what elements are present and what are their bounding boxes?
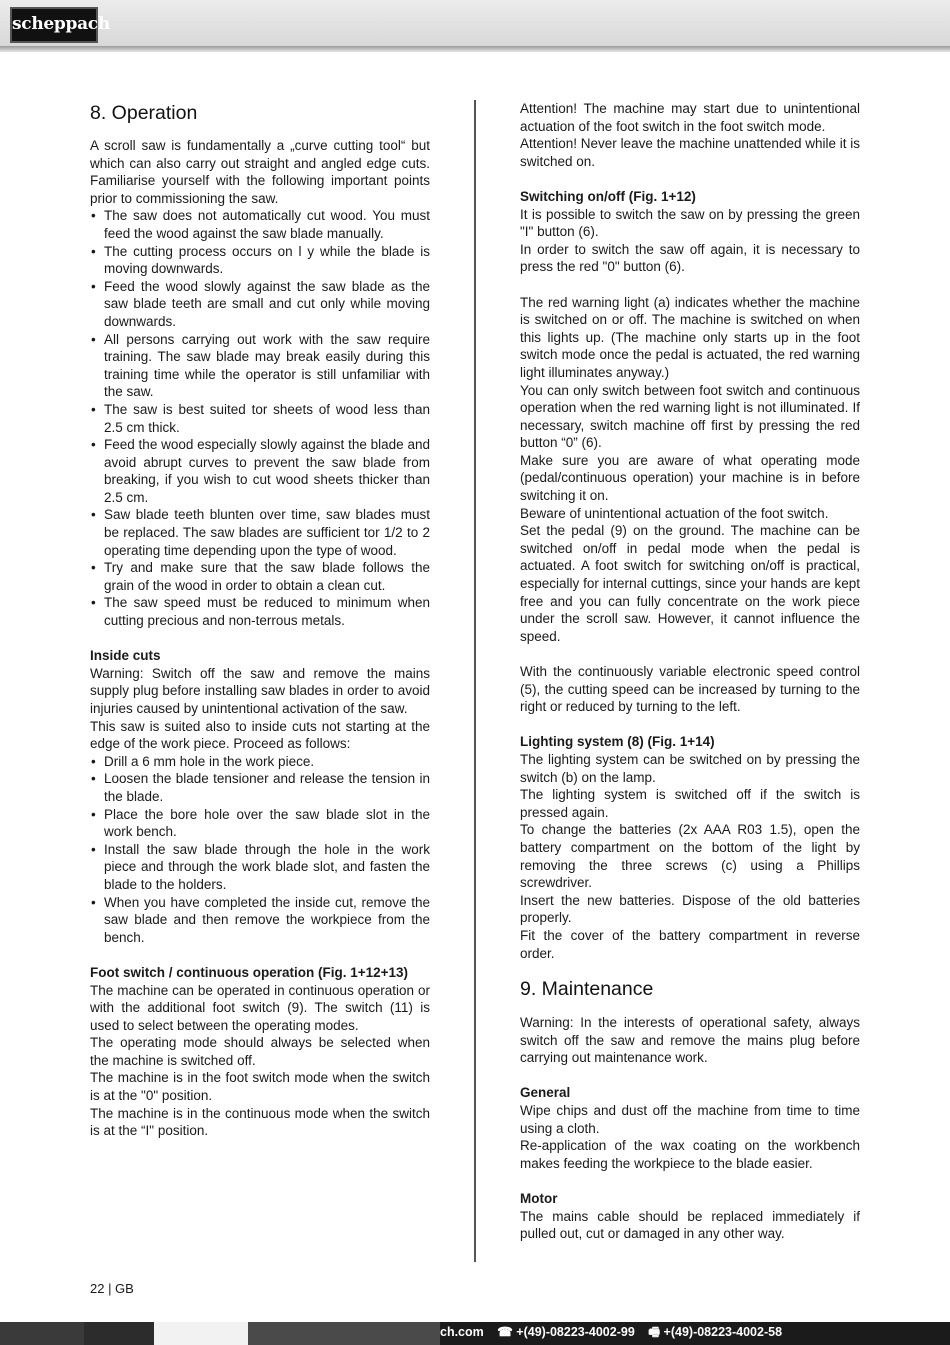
header-bar xyxy=(0,0,950,46)
operation-bullet-list xyxy=(90,207,430,629)
switching-paragraph: In order to switch the saw off again, it is necessary to press the red "0" button (6). xyxy=(520,241,860,275)
inside-cuts-bullet-item: • Install the saw blade through the hole in the work piece and through the work blade slot, and fasten the blade to the holders. xyxy=(90,841,430,894)
operation-bullet-item: • The saw is best suited tor sheets of wood less than 2.5 cm thick. xyxy=(90,401,430,436)
warning-light-paragraph: You can only switch between foot switch and continuous operation when the red warning light is not illuminated. If necessary, switch machine off first by pressing the red button “0” (6). xyxy=(520,382,860,451)
operation-bullet-item: • The saw does not automatically cut wood. You must feed the wood against the saw blade manually. xyxy=(90,207,430,242)
warning-light-paragraph: The red warning light (a) indicates whether the machine is switched on or off. The machine is switched on when this lights up. (The machine only starts up in the foot switch mode once the pedal is actuated, the red warning light illuminates anyway.) xyxy=(520,294,860,380)
lighting-paragraph: Fit the cover of the battery compartment in reverse order. xyxy=(520,927,860,961)
column-divider xyxy=(474,100,476,1262)
warning-light-paragraph: Beware of unintentional actuation of the foot switch. xyxy=(520,505,829,521)
footer-website: ch.com xyxy=(440,1325,484,1339)
general-paragraph: Re-application of the wax coating on the workbench makes feeding the workpiece to the blade easier. xyxy=(520,1138,860,1171)
lighting-paragraph: The lighting system can be switched on by pressing the switch (b) on the lamp. xyxy=(520,751,860,785)
operation-bullet-item: • The saw speed must be reduced to minimum when cutting precious and non-terrous metals. xyxy=(90,594,430,629)
maintenance-warning: Warning: In the interests of operational safety, always switch off the saw and remove the mains plug before carrying out maintenance work. xyxy=(520,1015,860,1066)
lighting-paragraph: To change the batteries (2x AAA R03 1.5), open the battery compartment on the bottom of the light by removing the three screws (c) using a Phillips screwdriver. xyxy=(520,822,860,891)
footer-bar xyxy=(0,1322,950,1345)
section-title-maintenance: 9. Maintenance xyxy=(520,978,654,1001)
operation-bullet-item: • The cutting process occurs on l y while the blade is moving downwards. xyxy=(90,243,430,278)
foot-switch-paragraph: The machine can be operated in continuous operation or with the additional foot switch (9). The switch (11) is used to select between the operating modes. xyxy=(90,982,430,1033)
speed-control-paragraph: With the continuously variable electronic speed control (5), the cutting speed can be increased by turning to the right or reduced by turning to the left. xyxy=(520,664,860,715)
foot-switch-heading: Foot switch / continuous operation (Fig. 1+12+13) xyxy=(90,964,409,980)
foot-switch-paragraph: The machine is in the foot switch mode when the switch is at the "0" position. xyxy=(90,1070,430,1104)
page-number: 22 | GB xyxy=(90,1281,134,1296)
intro-paragraph: A scroll saw is fundamentally a „curve cutting tool“ but which can also carry out straight and angled edge cuts. Familiarise yourself with the following important points prior to commissioning the saw. xyxy=(90,138,430,206)
lighting-heading: Lighting system (8) (Fig. 1+14) xyxy=(520,734,715,750)
operation-bullet-item: • All persons carrying out work with the saw require training. The saw blade may break easily during this training time while the operator is still unfamiliar with the saw. xyxy=(90,331,430,401)
right-column xyxy=(520,100,860,1243)
inside-cuts-heading: Inside cuts xyxy=(90,648,161,664)
footer-phone: ☎ +(49)-08223-4002-99 xyxy=(497,1325,635,1339)
inside-cuts-bullet-item: • Place the bore hole over the saw blade slot in the work bench. xyxy=(90,806,430,841)
footer-segment xyxy=(0,1322,84,1345)
attention-paragraph: Attention! Never leave the machine unattended while it is switched on. xyxy=(520,136,860,169)
footer-segment xyxy=(154,1322,248,1345)
footer-contact xyxy=(440,1322,792,1345)
attention-paragraph: Attention! The machine may start due to unintentional actuation of the foot switch in the foot switch mode. xyxy=(520,101,860,134)
warning-light-paragraph: Make sure you are aware of what operating mode (pedal/continuous operation) your machine is in before switching it on. xyxy=(520,452,860,504)
switching-heading: Switching on/off (Fig. 1+12) xyxy=(520,188,696,204)
motor-heading: Motor xyxy=(520,1191,558,1207)
motor-paragraph: The mains cable should be replaced immediately if pulled out, cut or damaged in any other way. xyxy=(520,1208,860,1242)
inside-cuts-bullet-item: • Drill a 6 mm hole in the work piece. xyxy=(90,753,430,771)
switching-paragraph: It is possible to switch the saw on by pressing the green "I" button (6). xyxy=(520,206,860,240)
operation-bullet-item: • Saw blade teeth blunten over time, saw blades must be replaced. The saw blades are sufficient tor 1/2 to 2 operating time depending upon the type of wood. xyxy=(90,506,430,559)
header-shadow xyxy=(0,46,950,52)
left-column xyxy=(90,100,430,1140)
footer-fax: 🖷 +(49)-08223-4002-58 xyxy=(648,1325,783,1339)
inside-cuts-bullet-item: • Loosen the blade tensioner and release the tension in the blade. xyxy=(90,770,430,805)
inside-cuts-bullet-item: • When you have completed the inside cut, remove the saw blade and then remove the workpiece from the bench. xyxy=(90,894,430,947)
general-heading: General xyxy=(520,1085,571,1101)
lighting-paragraph: The lighting system is switched off if the switch is pressed again. xyxy=(520,787,860,820)
warning-light-paragraph: Set the pedal (9) on the ground. The machine can be switched on/off in pedal mode when the pedal is actuated. A foot switch for switching on/off is practical, especially for internal cuttings, since your hands are kept free and you can fully concentrate on the work piece under the scroll saw. However, it cannot influence the speed. xyxy=(520,523,860,644)
inside-cuts-intro: This saw is suited also to inside cuts not starting at the edge of the work piece. Proceed as follows: xyxy=(90,718,430,752)
inside-cuts-warning: Warning: Switch off the saw and remove the mains supply plug before installing saw blades in order to avoid injuries caused by unintentional activation of the saw. xyxy=(90,665,430,716)
general-paragraph: Wipe chips and dust off the machine from time to time using a cloth. xyxy=(520,1103,860,1136)
footer-segment xyxy=(248,1322,440,1345)
foot-switch-paragraph: The operating mode should always be selected when the machine is switched off. xyxy=(90,1035,430,1068)
section-title-operation: 8. Operation xyxy=(90,102,198,124)
operation-bullet-item: • Feed the wood slowly against the saw blade as the saw blade teeth are small and cut only while moving downwards. xyxy=(90,278,430,331)
foot-switch-paragraph: The machine is in the continuous mode when the switch is at the “I" position. xyxy=(90,1105,430,1139)
footer-segment xyxy=(84,1322,154,1345)
inside-cuts-bullet-list xyxy=(90,753,430,947)
brand-logo: scheppach xyxy=(10,7,98,43)
operation-bullet-item: • Try and make sure that the saw blade follows the grain of the wood in order to obtain a clean cut. xyxy=(90,559,430,594)
operation-bullet-item: • Feed the wood especially slowly against the blade and avoid abrupt curves to prevent the saw blade from breaking, if you wish to cut wood sheets thicker than 2.5 cm. xyxy=(90,436,430,506)
lighting-paragraph: Insert the new batteries. Dispose of the old batteries properly. xyxy=(520,892,860,926)
